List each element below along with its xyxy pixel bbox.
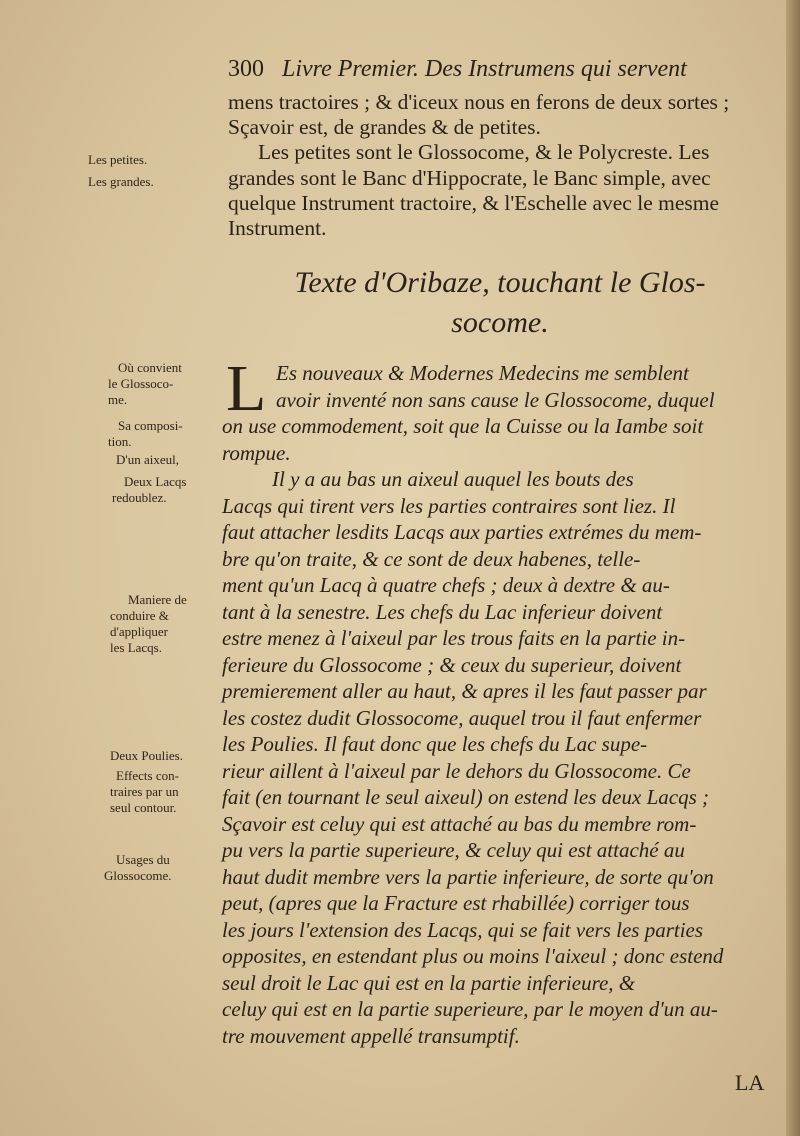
margin-note-poulies: Deux Poulies. [110,748,183,763]
margin-note-grandes: Les grandes. [88,174,154,189]
body-line: ferieure du Glossocome ; & ceux du superieur, doivent [222,652,682,677]
running-header [228,56,768,83]
body-line: tre mouvement appellé transumptif. [222,1023,520,1048]
page-number: 300 [228,56,264,82]
intro-line: grandes sont le Banc d'Hippocrate, le Banc simple, avec [228,165,711,190]
margin-note-ou-convient: me. [108,392,128,407]
body-line: estre menez à l'aixeul par les trous faits en la partie in- [222,626,686,650]
margin-note-ou-convient: Où convient [118,360,182,375]
margin-note-effets: seul contour. [110,800,177,815]
body-line: seul droit le Lac qui est en la partie inferieure, & [222,970,636,995]
section-title [230,263,770,343]
body-line: pu vers la partie superieure, & celuy qui est attaché au [222,838,685,862]
margin-note-lacqs: redoublez. [112,490,167,505]
intro-line: quelque Instrument tractoire, & l'Eschelle avec le mesme [228,190,720,215]
intro-line: Les petites sont le Glossocome, & le Polycreste. Les [258,140,710,165]
intro-line: mens tractoires ; & d'iceux nous en ferons de deux sortes ; [228,90,730,114]
margin-note-effets: Effects con- [116,768,179,783]
margin-note-maniere: conduire & [110,608,169,623]
margin-note-usages: Usages du [116,852,170,867]
margin-note-lacqs: Deux Lacqs [124,474,187,489]
margin-note-usages: Glossocome. [104,868,172,883]
section-title-line: Texte d'Oribaze, touchant le Glos- [294,266,706,299]
margin-note-maniere: d'appliquer [110,624,168,639]
body-line: avoir inventé non sans cause le Glossocome, duquel [276,387,715,412]
body-line: Lacqs qui tirent vers les parties contraires sont liez. Il [222,493,676,518]
body-line: haut dudit membre vers la partie inferieure, de sorte qu'on [222,864,714,889]
margin-note-effets: traires par un [110,784,179,799]
body-line: faut attacher lesdits Lacqs aux parties extrémes du mem- [222,520,702,544]
margin-note-maniere: Maniere de [128,592,187,607]
body-text [222,360,782,1049]
margin-note-composition: tion. [108,434,132,449]
body-line: fait (en tournant le seul aixeul) on estend les deux Lacqs ; [222,785,709,809]
running-title: Livre Premier. Des Instrumens qui servent [282,56,687,82]
page-gutter-shadow [786,0,800,1136]
body-line: celuy qui est en la partie superieure, par le moyen d'un au- [222,997,718,1021]
margin-note-petites: Les petites. [88,152,148,167]
intro-line: Instrument. [228,216,327,241]
body-line: opposites, en estendant plus ou moins l'aixeul ; donc estend [222,944,724,968]
margin-note-maniere: les Lacqs. [110,640,162,655]
body-line: les costez dudit Glossocome, auquel trou il faut enfermer [222,705,702,730]
body-line: premierement aller au haut, & apres il les faut passer par [222,679,707,703]
body-line: tant à la senestre. Les chefs du Lac inferieur doivent [222,599,663,624]
body-line: Sçavoir est celuy qui est attaché au bas du membre rom- [222,811,697,836]
margin-note-ou-convient: le Glossoco- [108,376,174,391]
body-line: les Poulies. Il faut donc que les chefs du Lac supe- [222,732,648,756]
body-line: bre qu'on traite, & ce sont de deux habenes, telle- [222,546,641,571]
body-line: ment qu'un Lacq à quatre chefs ; deux à dextre & au- [222,573,670,597]
section-title-line: socome. [451,306,549,339]
margin-note-aixeul: D'un aixeul, [116,452,179,467]
body-line: Il y a au bas un aixeul auquel les bouts des [272,467,634,491]
intro-paragraph [228,90,773,241]
body-line: peut, (apres que la Fracture est rhabillée) corriger tous [222,891,690,915]
catchword: LA [735,1070,765,1095]
intro-line: Sçavoir est, de grandes & de petites. [228,115,541,140]
body-line: Es nouveaux & Modernes Medecins me semblent [276,361,689,385]
body-line: rompue. [222,440,291,465]
drop-cap: L [226,352,267,425]
body-line: on use commodement, soit que la Cuisse ou la Iambe soit [222,414,704,438]
body-line: rieur aillent à l'aixeul par le dehors du Glossocome. Ce [222,758,691,783]
margin-note-composition: Sa composi- [118,418,183,433]
body-line: les jours l'extension des Lacqs, qui se fait vers les parties [222,917,704,942]
